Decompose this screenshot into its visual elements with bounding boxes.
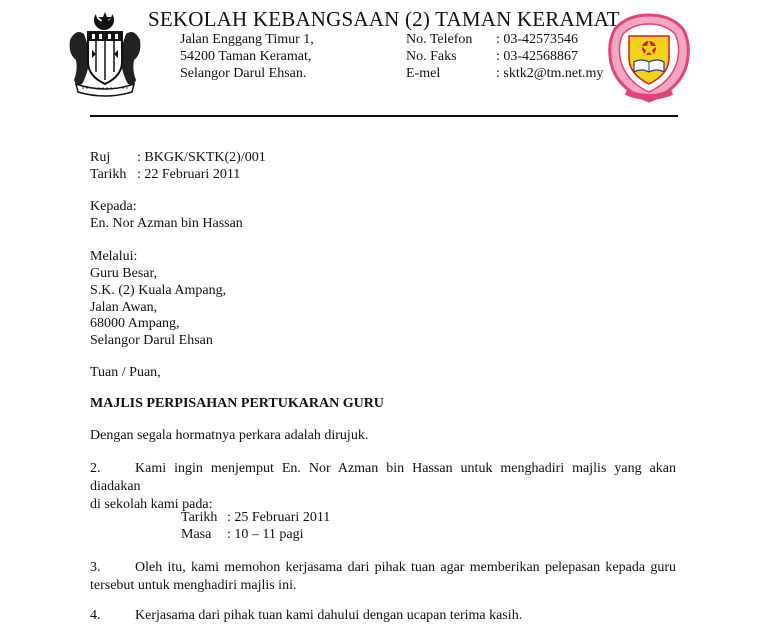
contact-labels — [406, 31, 472, 82]
intro-text: Dengan segala hormatnya perkara adalah dirujuk. — [90, 428, 369, 443]
date-value: : 22 Februari 2011 — [137, 167, 241, 182]
via-line: Selangor Darul Ehsan — [90, 333, 213, 349]
event-date-label: Tarikh — [181, 510, 218, 525]
phone-value: : 03-42573546 — [496, 32, 579, 47]
school-crest-logo — [606, 12, 692, 104]
via-line: 68000 Ampang, — [90, 316, 180, 332]
event-date-value: : 25 Februari 2011 — [227, 510, 331, 525]
paragraph-4 — [90, 608, 522, 624]
contact-values — [496, 31, 603, 82]
coat-of-arms-logo — [66, 10, 144, 98]
recipient-heading: Kepada: — [90, 199, 137, 214]
school-address — [180, 31, 314, 82]
ruj-value: : BKGK/SKTK(2)/001 — [137, 150, 266, 165]
paragraph-2 — [90, 460, 676, 514]
header-divider — [90, 115, 678, 117]
via-line: Guru Besar, — [90, 266, 158, 281]
fax-value: : 03-42568867 — [496, 49, 579, 64]
via-heading: Melalui: — [90, 249, 138, 264]
via-line: S.K. (2) Kuala Ampang, — [90, 282, 227, 298]
paragraph-text: tersebut untuk menghadiri majlis ini. — [90, 578, 297, 593]
salutation: Tuan / Puan, — [90, 365, 161, 380]
school-name: SEKOLAH KEBANGSAAN (2) TAMAN KERAMAT — [148, 7, 620, 31]
paragraph-text: Oleh itu, kami memohon kerjasama dari pihak tuan agar memberikan pelepasan kepada guru — [135, 560, 676, 575]
paragraph-3 — [90, 559, 676, 595]
paragraph-number: 4. — [90, 608, 101, 623]
paragraph-text: Kami ingin menjemput En. Nor Azman bin Hassan untuk menghadiri majlis yang akan diadakan — [90, 461, 676, 494]
paragraph-number: 2. — [90, 461, 101, 476]
event-time-value: : 10 – 11 pagi — [227, 527, 304, 542]
via-line: Jalan Awan, — [90, 299, 158, 315]
date-label: Tarikh — [90, 167, 127, 182]
event-time-label: Masa — [181, 527, 212, 542]
via-address — [90, 266, 226, 350]
fax-label: No. Faks — [406, 49, 457, 64]
email-label: E-mel — [406, 66, 441, 81]
recipient-name: En. Nor Azman bin Hassan — [90, 216, 243, 231]
address-line: Selangor Darul Ehsan. — [180, 66, 307, 81]
paragraph-number: 3. — [90, 560, 101, 575]
paragraph-text: Kerjasama dari pihak tuan kami dahului dengan ucapan terima kasih. — [135, 608, 523, 623]
phone-label: No. Telefon — [406, 32, 473, 47]
paragraph-text: di sekolah kami pada: — [90, 497, 213, 512]
letter-subject: MAJLIS PERPISAHAN PERTUKARAN GURU — [90, 396, 384, 411]
ruj-label: Ruj — [90, 150, 111, 165]
address-line: 54200 Taman Keramat, — [180, 49, 312, 64]
email-value: : sktk2@tm.net.my — [496, 66, 604, 81]
address-line: Jalan Enggang Timur 1, — [180, 32, 314, 47]
